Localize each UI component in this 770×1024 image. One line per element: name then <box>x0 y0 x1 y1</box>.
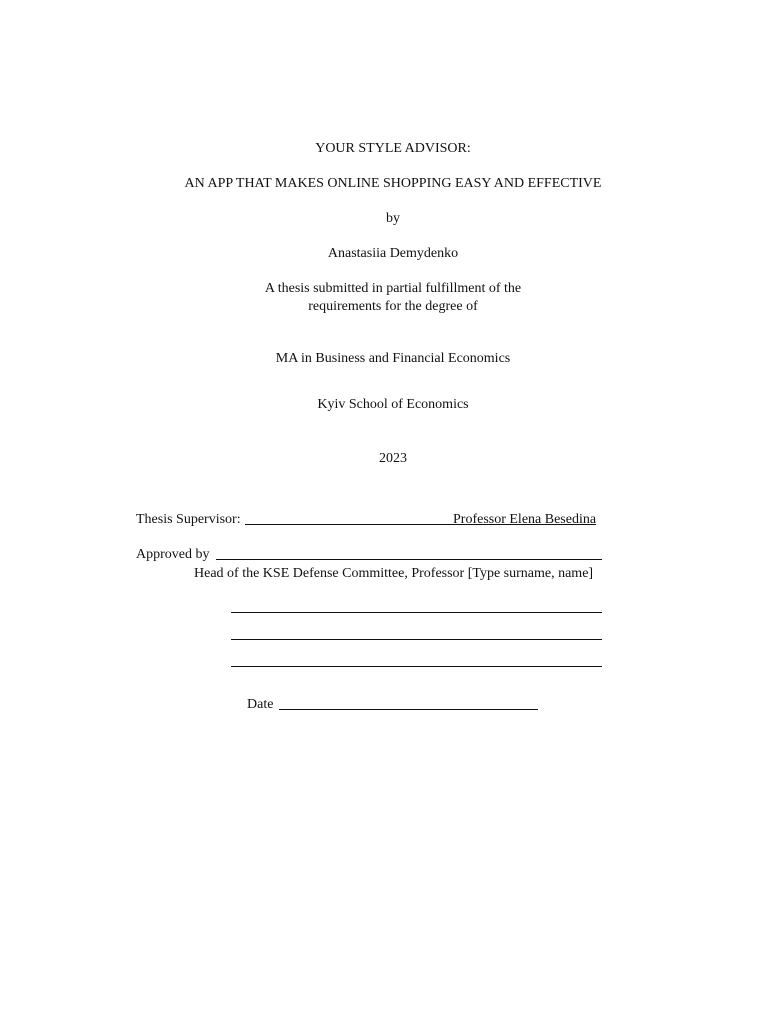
title-line-1: YOUR STYLE ADVISOR: <box>315 141 471 156</box>
submission-line-2: requirements for the degree of <box>308 299 478 314</box>
year: 2023 <box>379 451 407 466</box>
submission-line-1: A thesis submitted in partial fulfillment of the <box>264 281 522 296</box>
approved-by-signature-line <box>216 559 602 560</box>
supervisor-name: Professor Elena Besedina <box>453 512 597 527</box>
title-line-2: AN APP THAT MAKES ONLINE SHOPPING EASY AND EFFECTIVE <box>184 176 602 191</box>
date-label: Date <box>247 697 274 712</box>
school-name: Kyiv School of Economics <box>317 397 469 412</box>
date-line <box>279 709 538 710</box>
signature-line-1 <box>231 612 602 613</box>
by-text: by <box>386 211 400 226</box>
supervisor-signature-line <box>245 524 453 525</box>
signature-line-2 <box>231 639 602 640</box>
committee-role: Head of the KSE Defense Committee, Professor [Type surname, name] <box>194 566 594 581</box>
approved-by-label: Approved by <box>136 547 210 562</box>
signature-line-3 <box>231 666 602 667</box>
degree-name: MA in Business and Financial Economics <box>275 351 511 366</box>
author-name: Anastasiia Demydenko <box>327 246 459 261</box>
supervisor-label: Thesis Supervisor: <box>136 512 241 527</box>
